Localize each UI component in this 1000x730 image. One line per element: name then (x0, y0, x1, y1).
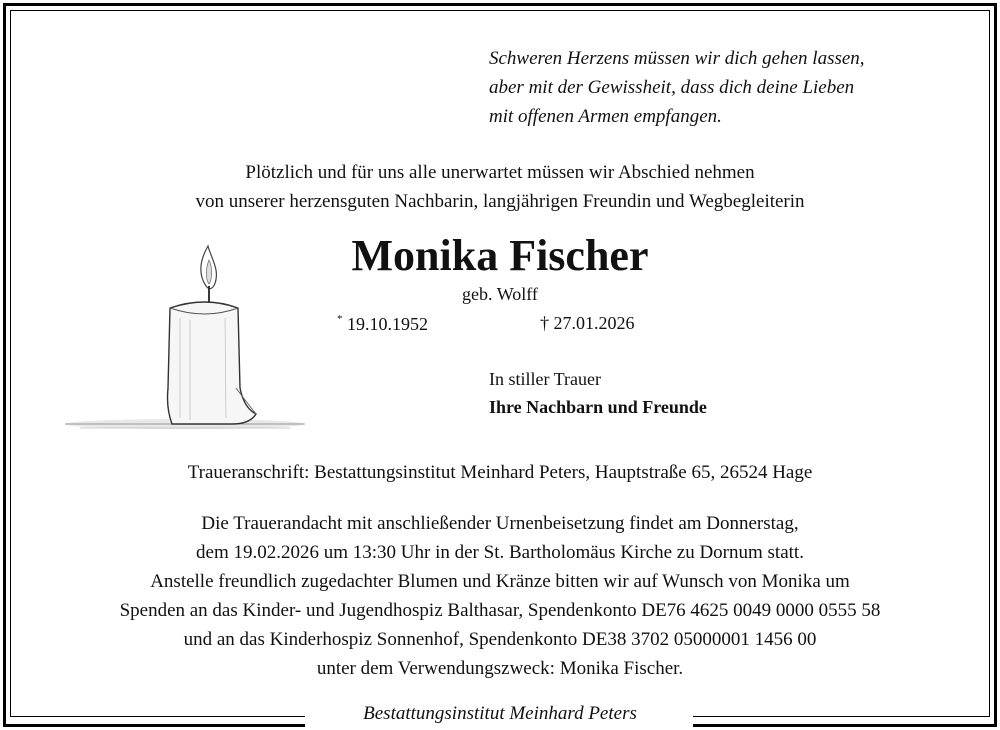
birth-date (337, 313, 428, 335)
notice-line: Anstelle freundlich zugedachter Blumen und Kränze bitten wir auf Wunsch von Monika um (150, 571, 850, 592)
mourning-address: Traueranschrift: Bestattungsinstitut Meinhard Peters, Hauptstraße 65, 26524 Hage (187, 462, 813, 483)
poem-line: Schweren Herzens müssen wir dich gehen lassen, (489, 48, 865, 69)
intro-text (0, 158, 1000, 216)
mourners-line: In stiller Trauer (489, 369, 601, 389)
intro-line: Plötzlich und für uns alle unerwartet müssen wir Abschied nehmen (245, 162, 755, 183)
birth-symbol: * (337, 313, 343, 325)
poem-line: mit offenen Armen empfangen. (489, 106, 722, 127)
poem (489, 44, 865, 131)
notice-line: und an das Kinderhospiz Sonnenhof, Spendenkonto DE38 3702 05000001 1456 00 (183, 629, 817, 650)
notice-line: Spenden an das Kinder- und Jugendhospiz Balthasar, Spendenkonto DE76 4625 0049 0000 0555 58 (119, 600, 881, 621)
notice-line: Die Trauerandacht mit anschließender Urnenbeisetzung findet am Donnerstag, (201, 513, 799, 534)
notice-line: unter dem Verwendungszweck: Monika Fischer. (316, 658, 684, 679)
funeral-notice (0, 509, 1000, 683)
birth-date-value: 19.10.1952 (347, 314, 428, 334)
poem-line: aber mit der Gewissheit, dass dich deine Lieben (489, 77, 855, 98)
funeral-home-footer: Bestattungsinstitut Meinhard Peters (363, 703, 637, 724)
deceased-name: Monika Fischer (351, 231, 649, 280)
notice-line: dem 19.02.2026 um 13:30 Uhr in der St. Bartholomäus Kirche zu Dornum statt. (196, 542, 804, 563)
death-date: † 27.01.2026 (540, 313, 635, 333)
mourners-names: Ihre Nachbarn und Freunde (489, 397, 707, 417)
birth-name: geb. Wolff (462, 284, 538, 304)
intro-line: von unserer herzensguten Nachbarin, langjährigen Freundin und Wegbegleiterin (195, 191, 805, 212)
